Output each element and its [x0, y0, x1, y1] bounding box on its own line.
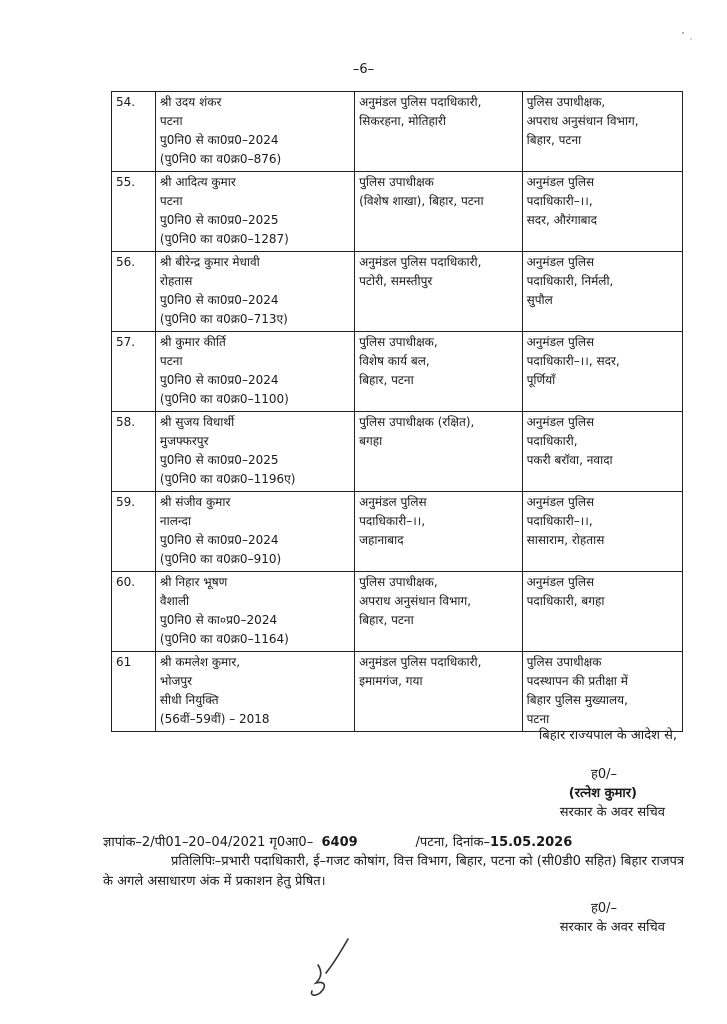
table-row: [112, 572, 683, 652]
officer-details-line: पु0नि0 से का0प्र0–2024: [159, 373, 279, 387]
new-posting-line: पदाधिकारी,: [526, 434, 578, 448]
new-posting-line: पूर्णियाँ: [526, 373, 556, 387]
signatory-name: (रत्नेश कुमार): [568, 786, 637, 801]
current-posting-line: पदाधिकारी–।।,: [359, 514, 426, 528]
new-posting-line: पुलिस उपाधीक्षक: [526, 655, 602, 669]
officer-details-line: (पु0नि0 का व0क्र0–1164): [159, 632, 289, 646]
current-posting-line: सिकरहना, मोतिहारी: [359, 114, 446, 128]
table-row: [112, 92, 683, 172]
officer-details-line: नालन्दा: [159, 514, 192, 528]
officer-details-line: सीधी नियुक्ति: [159, 693, 219, 707]
new-posting-line: अनुमंडल पुलिस: [526, 495, 595, 509]
officer-details-line: श्री आदित्य कुमार: [159, 175, 236, 189]
new-posting-line: पदाधिकारी–।।,: [526, 514, 593, 528]
new-posting-line: पदाधिकारी–।।, सदर,: [526, 354, 620, 368]
current-posting-line: अनुमंडल पुलिस पदाधिकारी,: [359, 255, 482, 269]
current-posting-line: अनुमंडल पुलिस: [359, 495, 427, 509]
officer-details: [155, 252, 354, 332]
officer-details-line: मुजफ्फरपुर: [159, 434, 209, 448]
current-posting-line: अपराध अनुसंधान विभाग,: [359, 594, 472, 608]
officer-details-line: पु0नि0 से का0प्र0–2024: [159, 533, 279, 547]
officer-details-line: पु0नि0 से का0प्र0–2024: [159, 293, 279, 307]
officer-details-line: भोजपुर: [159, 674, 193, 688]
officer-details-line: श्री कुमार कीर्ति: [159, 335, 226, 349]
serial-number: 57.: [112, 332, 156, 412]
signatory-designation: सरकार के अवर सचिव: [559, 805, 665, 820]
serial-number: 59.: [112, 492, 156, 572]
signed-mark-2: ह0/–: [590, 901, 617, 916]
new-posting-line: अपराध अनुसंधान विभाग,: [526, 114, 639, 128]
officer-details: [155, 652, 354, 732]
copy-paragraph: प्रतिलिपिः–प्रभारी पदाधिकारी, ई–गजट कोषांग, वित्त विभाग, बिहार, पटना को (सी0डी0 सहित) बिहार राजपत्र के अगले असाधारण अंक में प्रकाशन हेतु प्रेषित।: [103, 854, 685, 889]
officer-details-line: श्री उदय शंकर: [159, 95, 222, 109]
current-posting-line: पटोरी, समस्तीपुर: [359, 274, 433, 288]
new-posting: [522, 412, 682, 492]
serial-number: 56.: [112, 252, 156, 332]
order-line: बिहार राज्यपाल के आदेश से,: [538, 728, 677, 743]
officer-details-line: (पु0नि0 का व0क्र0–1196ए): [159, 472, 296, 486]
serial-number: 60.: [112, 572, 156, 652]
current-posting-line: पुलिस उपाधीक्षक,: [359, 575, 438, 589]
officer-details-line: पटना: [159, 114, 183, 128]
officer-details: [155, 92, 354, 172]
new-posting-line: पकरी बरॉवा, नवादा: [526, 453, 613, 467]
current-posting: [355, 92, 523, 172]
signed-mark: ह0/–: [590, 767, 617, 782]
serial-number: 58.: [112, 412, 156, 492]
transfer-table: [111, 91, 683, 732]
current-posting-line: अनुमंडल पुलिस पदाधिकारी,: [359, 95, 482, 109]
table-row: [112, 412, 683, 492]
scan-smudge: [679, 30, 699, 42]
officer-details-line: श्री सुजय विधार्थी: [159, 415, 235, 429]
officer-details: [155, 572, 354, 652]
signatory-designation-2: सरकार के अवर सचिव: [559, 920, 665, 935]
current-posting: [355, 572, 523, 652]
current-posting-line: पुलिस उपाधीक्षक (रक्षित),: [359, 415, 475, 429]
serial-number: 55.: [112, 172, 156, 252]
new-posting-line: पदाधिकारी, निर्मली,: [526, 274, 614, 288]
officer-details-line: (पु0नि0 का व0क्र0–713ए): [159, 312, 288, 326]
current-posting: [355, 652, 523, 732]
officer-details-line: (पु0नि0 का व0क्र0–1100): [159, 392, 289, 406]
officer-details-line: वैशाली: [159, 594, 190, 608]
current-posting-line: जहानाबाद: [359, 533, 404, 547]
current-posting: [355, 252, 523, 332]
memo-number: 6409: [321, 835, 358, 850]
new-posting-line: पटना: [526, 712, 550, 726]
new-posting-line: अनुमंडल पुलिस: [526, 415, 595, 429]
officer-details-line: श्री बीरेन्द्र कुमार मेधावी: [159, 255, 260, 269]
officer-details-line: रोहतास: [159, 274, 193, 288]
serial-number: 61: [112, 652, 156, 732]
officer-details-line: (पु0नि0 का व0क्र0–910): [159, 552, 282, 566]
new-posting: [522, 572, 682, 652]
officer-details: [155, 172, 354, 252]
new-posting-line: पदाधिकारी, बगहा: [526, 594, 605, 608]
new-posting: [522, 652, 682, 732]
current-posting-line: बगहा: [359, 434, 383, 448]
new-posting-line: बिहार, पटना: [526, 133, 582, 147]
new-posting-line: अनुमंडल पुलिस: [526, 575, 595, 589]
table-row: [112, 492, 683, 572]
current-posting-line: (विशेष शाखा), बिहार, पटना: [359, 194, 484, 208]
current-posting-line: बिहार, पटना: [359, 373, 414, 387]
officer-details: [155, 412, 354, 492]
officer-details-line: श्री कमलेश कुमार,: [159, 655, 241, 669]
new-posting: [522, 172, 682, 252]
current-posting-line: पुलिस उपाधीक्षक,: [359, 335, 438, 349]
new-posting-line: पदस्थापन की प्रतीक्षा में: [526, 674, 628, 688]
new-posting: [522, 332, 682, 412]
new-posting-line: सुपौल: [526, 293, 553, 307]
handwritten-initial-mark: [300, 935, 360, 1005]
new-posting: [522, 92, 682, 172]
new-posting: [522, 492, 682, 572]
current-posting-line: अनुमंडल पुलिस पदाधिकारी,: [359, 655, 482, 669]
new-posting-line: पदाधिकारी–।।,: [526, 194, 593, 208]
table-row: [112, 332, 683, 412]
memo-line: [103, 832, 703, 850]
current-posting-line: विशेष कार्य बल,: [359, 354, 430, 368]
officer-details-line: पु0नि0 से का०प्र0–2024: [159, 613, 278, 627]
officer-details-line: (पु0नि0 का व0क्र0–1287): [159, 232, 289, 246]
current-posting: [355, 332, 523, 412]
table-row: [112, 172, 683, 252]
current-posting-line: इमामगंज, गया: [359, 674, 423, 688]
new-posting-line: सासाराम, रोहतास: [526, 533, 605, 547]
page-number: –6–: [352, 62, 375, 77]
current-posting: [355, 492, 523, 572]
memo-place: /पटना, दिनांक–: [415, 835, 491, 850]
new-posting-line: पुलिस उपाधीक्षक,: [526, 95, 606, 109]
memo-prefix: ज्ञापांक–2/पी01–20–04/2021 गृ0आ0–: [103, 835, 314, 850]
memo-date: 15.05.2026: [490, 835, 573, 850]
officer-details-line: श्री संजीव कुमार: [159, 495, 231, 509]
serial-number: 54.: [112, 92, 156, 172]
new-posting-line: सदर, औरंगाबाद: [526, 213, 598, 227]
officer-details-line: श्री निहार भूषण: [159, 575, 228, 589]
officer-details-line: पटना: [159, 354, 183, 368]
table-row: [112, 652, 683, 732]
new-posting-line: अनुमंडल पुलिस: [526, 335, 595, 349]
officer-details-line: पु0नि0 से का0प्र0–2025: [159, 213, 279, 227]
officer-details-line: पु0नि0 से का0प्र0–2025: [159, 453, 279, 467]
current-posting: [355, 172, 523, 252]
officer-details-line: पटना: [159, 194, 183, 208]
current-posting-line: पुलिस उपाधीक्षक: [359, 175, 434, 189]
current-posting: [355, 412, 523, 492]
officer-details: [155, 492, 354, 572]
new-posting-line: अनुमंडल पुलिस: [526, 175, 595, 189]
new-posting: [522, 252, 682, 332]
officer-details-line: (पु0नि0 का व0क्र0–876): [159, 152, 282, 166]
table-row: [112, 252, 683, 332]
officer-details-line: (56वीं–59वीं) – 2018: [159, 712, 270, 726]
new-posting-line: बिहार पुलिस मुख्यालय,: [526, 693, 628, 707]
current-posting-line: बिहार, पटना: [359, 613, 414, 627]
new-posting-line: अनुमंडल पुलिस: [526, 255, 595, 269]
officer-details-line: पु0नि0 से का0प्र0–2024: [159, 133, 279, 147]
officer-details: [155, 332, 354, 412]
